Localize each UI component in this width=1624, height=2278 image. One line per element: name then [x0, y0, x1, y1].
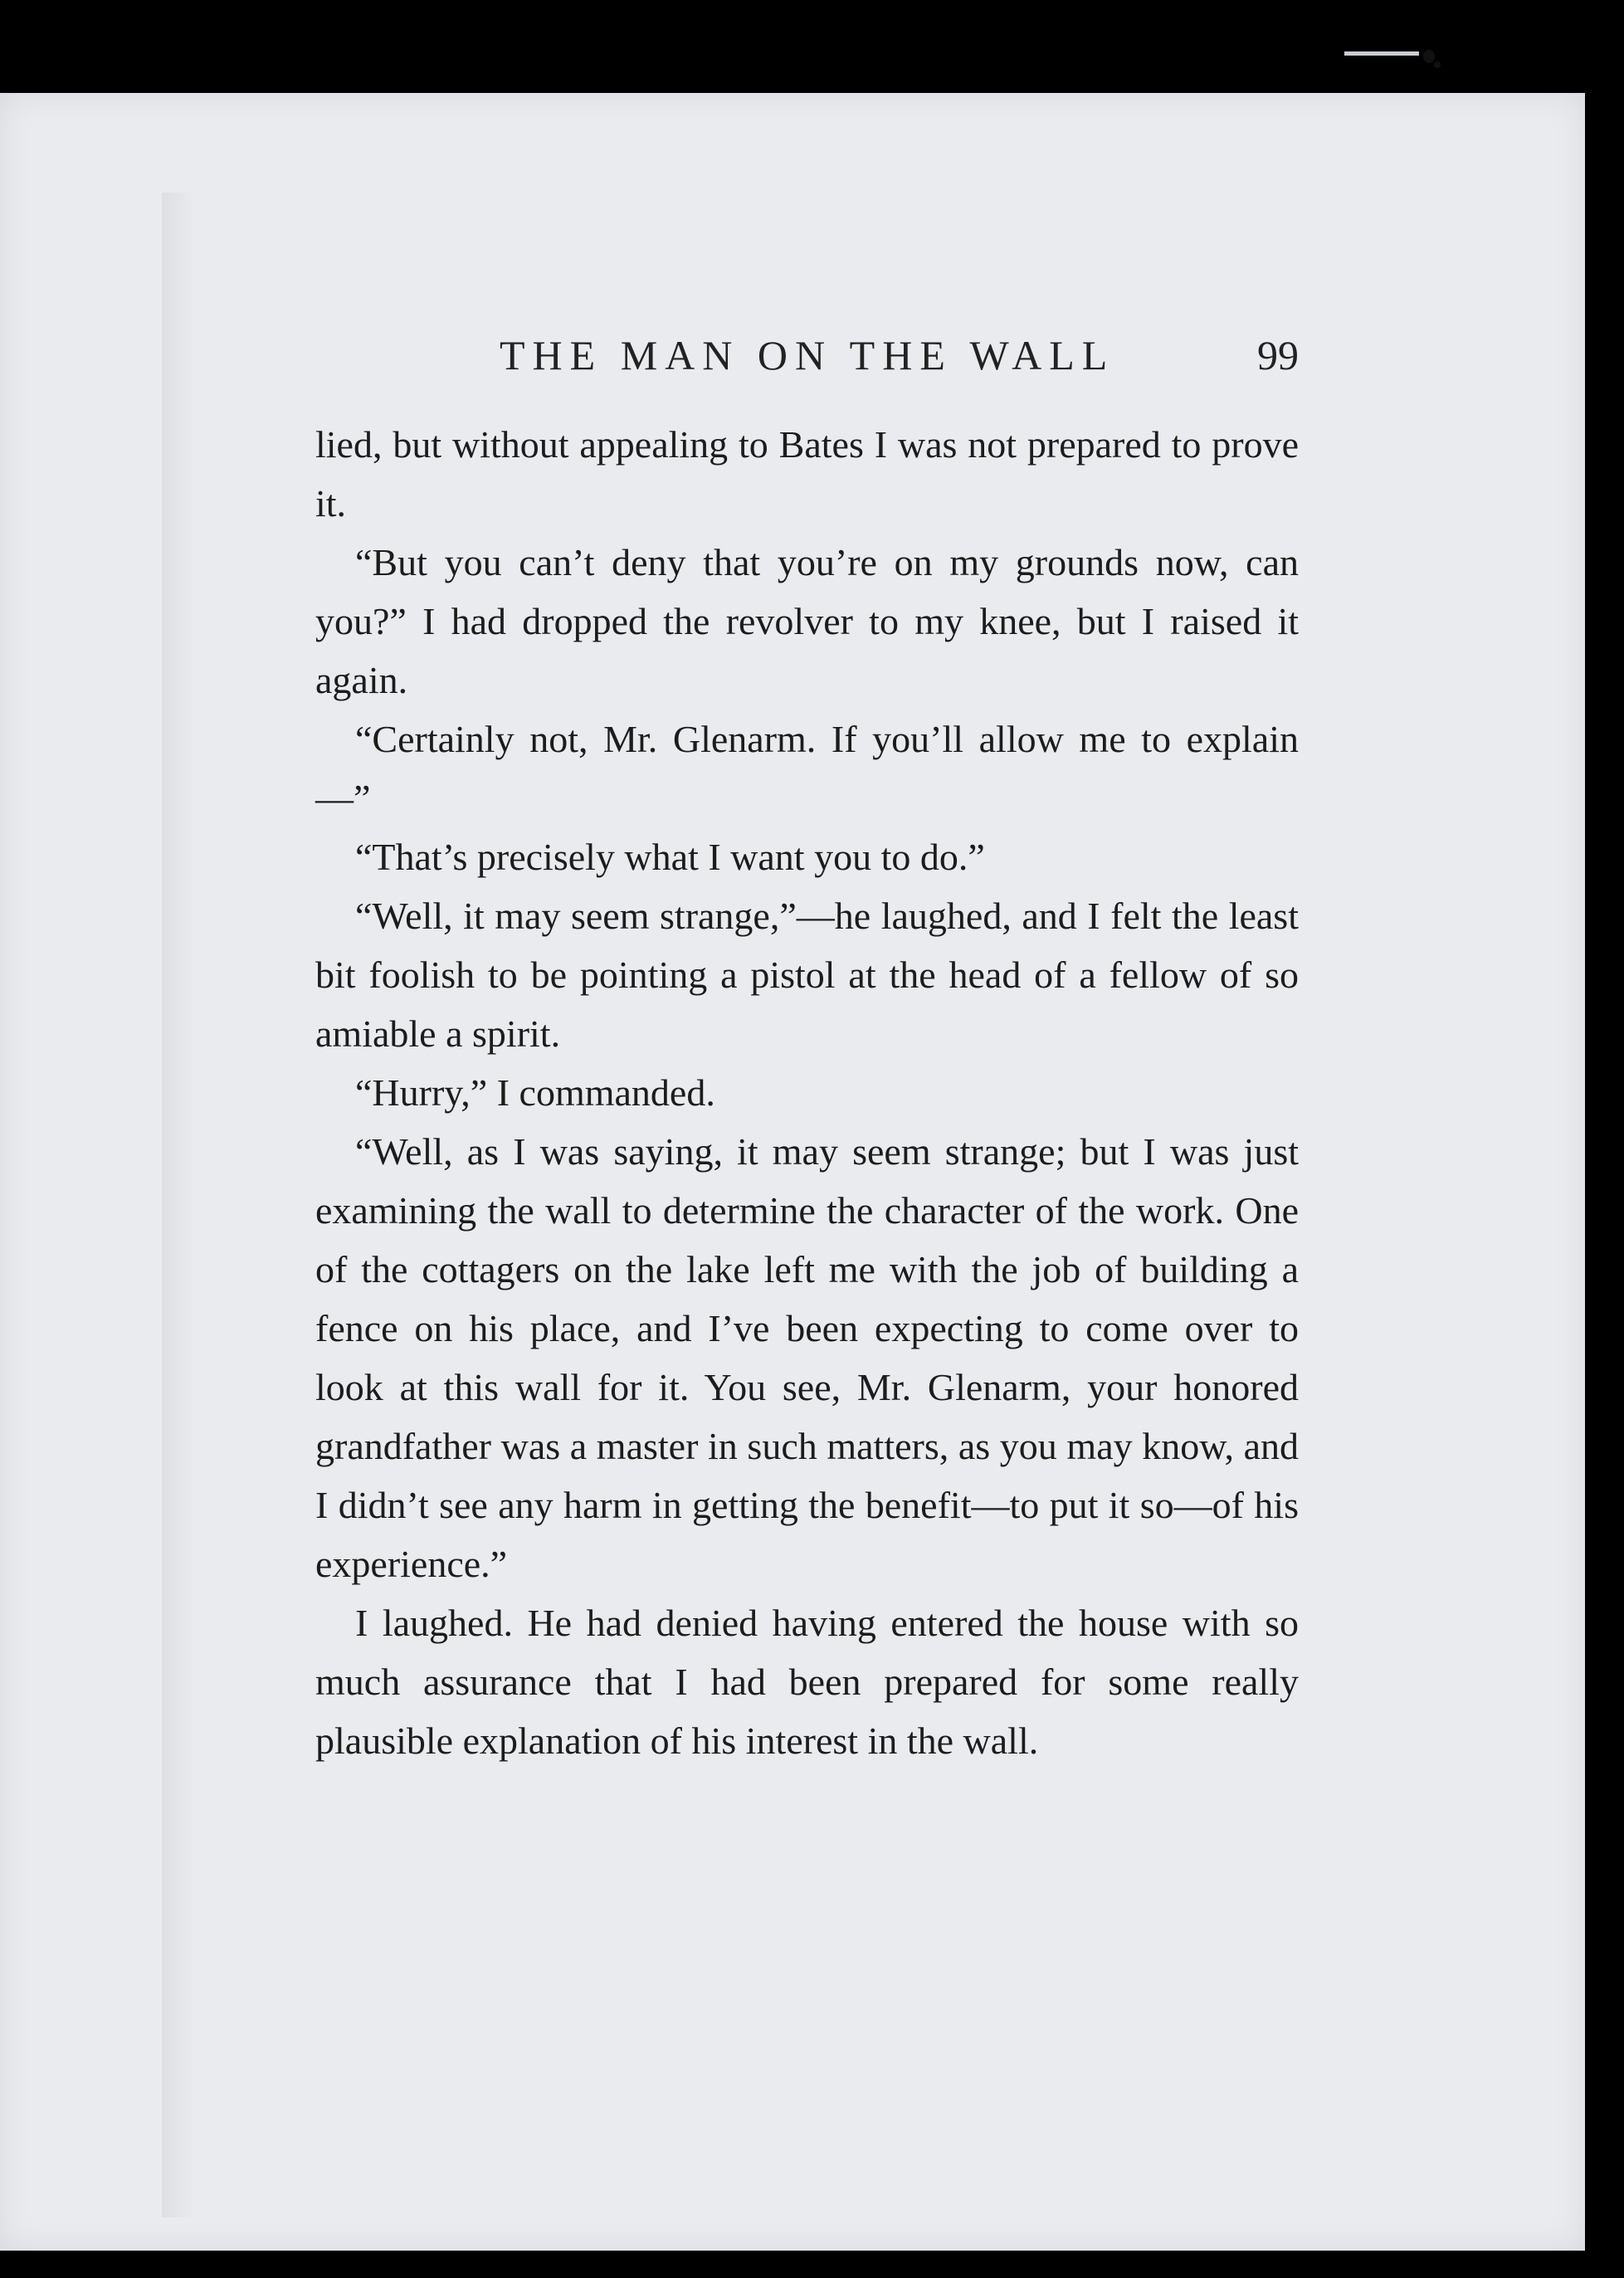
- body-text: [315, 415, 1299, 1770]
- scan-speck: [1434, 61, 1441, 68]
- paragraph-4: “That’s precisely what I want you to do.”: [355, 836, 985, 878]
- paragraph-5: “Well, it may seem strange,”—he laughed, and I felt the least bit foolish to be pointing a pistol at the head of a fellow of so amiable a spirit.: [315, 895, 1299, 1055]
- paragraph-7: “Well, as I was saying, it may seem strange; but I was just examining the wall to determine the character of the work. One of the cottagers on the lake left me with the job of building a fence on his place, and I’ve been expecting to come over to look at this wall for it. You see, Mr. Glenarm, your honored grandfather was a master in such matters, as you may know, and I didn’t see any harm in getting the benefit—to put it so—of his experience.”: [315, 1130, 1299, 1585]
- scan-speck: [1423, 50, 1435, 63]
- paragraph-6: “Hurry,” I commanded.: [355, 1071, 715, 1114]
- paragraph-2: “But you can’t deny that you’re on my grounds now, can you?” I had dropped the revolver to my knee, but I raised it again.: [315, 541, 1299, 701]
- page-header: [315, 326, 1299, 384]
- scan-edge-mark: [1344, 51, 1419, 56]
- page-number: 99: [1257, 332, 1299, 378]
- page-gutter-shadow: [162, 193, 195, 2217]
- paragraph-3: “Certainly not, Mr. Glenarm. If you’ll allow me to explain—”: [315, 718, 1299, 819]
- paragraph-1: lied, but without appealing to Bates I was not prepared to prove it.: [315, 423, 1299, 524]
- paragraph-8: I laughed. He had denied having entered the house with so much assurance that I had been prepared for some really plausible explanation of his interest in the wall.: [315, 1602, 1299, 1762]
- running-title: THE MAN ON THE WALL: [500, 332, 1115, 378]
